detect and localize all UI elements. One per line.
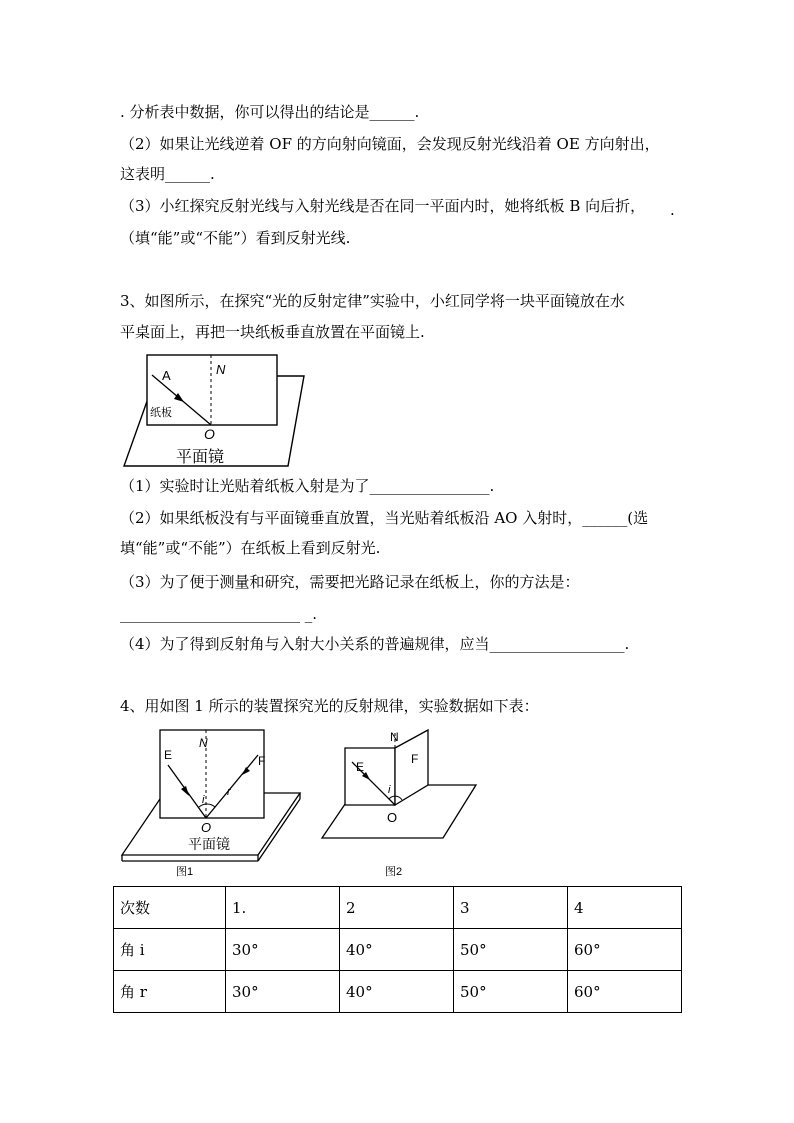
q2-conclusion-line: . 分析表中数据，你可以得出的结论是______. xyxy=(120,103,420,121)
q3-label-board: 纸板 xyxy=(150,407,172,419)
q2-sub3-line: （3）小红探究反射光线与入射光线是否在同一平面内时，她将纸板 B 向后折， xyxy=(120,197,646,215)
table-cell: 4 xyxy=(568,887,682,929)
fig1-label-e: E xyxy=(164,748,173,762)
table-row xyxy=(114,971,682,1013)
table-cell: 60° xyxy=(568,929,682,971)
q3-sub2-line: （2）如果纸板没有与平面镜垂直放置，当光贴着纸板沿 AO 入射时，______(选 xyxy=(120,509,649,527)
table-cell: 50° xyxy=(454,929,568,971)
fig2-label-o: O xyxy=(387,810,398,825)
table-cell: 角 r xyxy=(114,971,226,1013)
q2-sub2-cont-line: 这表明______. xyxy=(120,165,215,183)
q3-label-n: N xyxy=(216,362,226,377)
table-cell: 1. xyxy=(226,887,340,929)
q2-stray-dot: . xyxy=(670,201,675,219)
fig2-caption: 图2 xyxy=(385,866,403,878)
table-cell: 30° xyxy=(226,971,340,1013)
fig1-label-n: N xyxy=(199,736,208,750)
q2-sub2-line: （2）如果让光线逆着 OF 的方向射向镜面，会发现反射光线沿着 OE 方向射出， xyxy=(120,135,660,153)
q4-data-table xyxy=(113,886,682,1013)
q3-sub4-line: （4）为了得到反射角与入射大小关系的普遍规律，应当__________________. xyxy=(120,635,630,653)
fig1-label-f: F xyxy=(258,754,266,768)
q3-sub3-answer-line: ________________________ _. xyxy=(120,605,318,623)
fig2-label-f: F xyxy=(411,752,419,766)
table-cell: 次数 xyxy=(114,887,226,929)
table-cell: 40° xyxy=(340,929,454,971)
fig1-caption: 图1 xyxy=(176,866,194,878)
q4-figure-2 xyxy=(318,725,483,880)
q3-intro-line2: 平桌面上，再把一块纸板垂直放置在平面镜上. xyxy=(120,323,425,341)
q3-mirror-figure xyxy=(120,350,310,470)
fig2-label-n: N xyxy=(390,730,399,744)
table-row xyxy=(114,887,682,929)
table-cell: 30° xyxy=(226,929,340,971)
q4-intro-line: 4、用如图 1 所示的装置探究光的反射规律，实验数据如下表： xyxy=(120,697,539,715)
fig1-label-i: i xyxy=(202,794,205,806)
table-cell: 2 xyxy=(340,887,454,929)
table-row xyxy=(114,929,682,971)
table-cell: 3 xyxy=(454,887,568,929)
q3-label-o: O xyxy=(204,426,215,442)
q3-label-a: A xyxy=(162,368,171,383)
fig2-label-e: E xyxy=(356,760,365,774)
fig1-label-o: O xyxy=(201,820,212,835)
q3-sub3-line: （3）为了便于测量和研究，需要把光路记录在纸板上，你的方法是： xyxy=(120,573,580,591)
table-cell: 角 i xyxy=(114,929,226,971)
q3-intro-line1: 3、如图所示，在探究“光的反射定律”实验中，小红同学将一块平面镜放在水 xyxy=(120,292,625,310)
fig1-label-mirror: 平面镜 xyxy=(188,836,230,852)
q3-sub1-line: （1）实验时让光贴着纸板入射是为了________________. xyxy=(120,477,495,495)
table-cell: 50° xyxy=(454,971,568,1013)
q3-label-mirror: 平面镜 xyxy=(176,449,225,466)
q3-sub2-cont-line: 填“能”或“不能”）在纸板上看到反射光. xyxy=(120,539,381,557)
table-cell: 60° xyxy=(568,971,682,1013)
q2-sub3-cont-line: （填“能”或“不能”）看到反射光线. xyxy=(120,229,351,247)
q4-figure-1 xyxy=(118,725,308,880)
table-cell: 40° xyxy=(340,971,454,1013)
fig1-label-r: r xyxy=(227,786,231,798)
fig2-label-i: i xyxy=(388,784,391,796)
